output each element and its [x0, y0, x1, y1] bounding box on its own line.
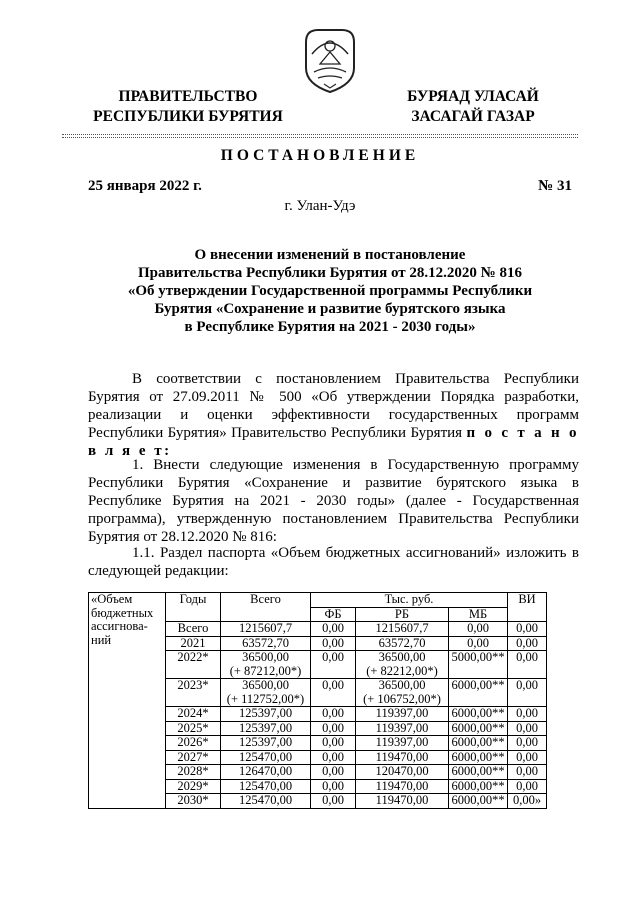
- cell-vi-value: 0,00: [516, 650, 538, 664]
- cell-year: [166, 750, 221, 765]
- cell-total: [221, 679, 311, 707]
- cell-fb: [311, 750, 356, 765]
- cell-year: [166, 794, 221, 809]
- cell-vi-value: 0,00: [516, 678, 538, 692]
- cell-year: [166, 765, 221, 780]
- cell-rb: [356, 651, 449, 679]
- cell-rb-addition: (+ 106752,00*): [363, 691, 441, 706]
- cell-year: [166, 651, 221, 679]
- cell-mb-value: 6000,00**: [451, 793, 505, 807]
- document-number: № 31: [538, 178, 572, 194]
- document-subject: [60, 246, 600, 336]
- cell-mb: [449, 765, 508, 780]
- cell-rb-value: 119397,00: [375, 706, 429, 720]
- government-name-bur-line2: ЗАСАГАЙ ГАЗАР: [411, 108, 535, 125]
- cell-total-value: 36500,00: [242, 678, 289, 692]
- subject-line: Правительства Республики Бурятия от 28.12.2020 № 816: [137, 265, 522, 281]
- cell-year-value: 2022*: [177, 650, 209, 664]
- cell-vi: [508, 750, 547, 765]
- cell-fb-value: 0,00: [322, 778, 344, 793]
- cell-mb-value: 0,00: [467, 621, 489, 635]
- cell-mb-value: 0,00: [467, 635, 489, 650]
- cell-rb: [356, 636, 449, 651]
- cell-fb: [311, 779, 356, 794]
- cell-year: [166, 679, 221, 707]
- subject-line: «Об утверждении Государственной программы Республики: [127, 283, 533, 299]
- cell-total: [221, 622, 311, 637]
- cell-fb: [311, 707, 356, 722]
- cell-vi-value: 0,00: [516, 749, 538, 764]
- cell-year-value: 2025*: [177, 720, 209, 735]
- column-header-years: Годы: [166, 593, 221, 622]
- document-type-title: ПОСТАНОВЛЕНИЕ: [220, 147, 420, 164]
- subject-line: Бурятия «Сохранение и развитие бурятского языка: [154, 301, 506, 317]
- cell-rb-value: 119397,00: [375, 735, 429, 749]
- cell-rb: [356, 794, 449, 809]
- column-header-mb: МБ: [449, 607, 508, 622]
- cell-mb-value: 6000,00**: [451, 706, 505, 720]
- cell-total: [221, 736, 311, 751]
- cell-total-value: 125397,00: [238, 720, 293, 735]
- cell-year-value: 2030*: [177, 793, 209, 807]
- cell-vi: [508, 651, 547, 679]
- cell-rb-value: 119470,00: [375, 778, 429, 793]
- cell-mb: [449, 636, 508, 651]
- cell-vi: [508, 721, 547, 736]
- cell-mb-value: 5000,00**: [451, 650, 505, 664]
- cell-total: [221, 779, 311, 794]
- column-group-header: Тыс. руб.: [311, 593, 508, 608]
- cell-rb: [356, 679, 449, 707]
- cell-mb: [449, 721, 508, 736]
- table-header-row: [89, 593, 547, 608]
- cell-total-value: 125470,00: [238, 793, 293, 807]
- government-name-ru: [88, 87, 288, 127]
- government-name-bur: [388, 87, 558, 127]
- cell-fb: [311, 721, 356, 736]
- cell-mb: [449, 794, 508, 809]
- cell-vi-value: 0,00: [516, 635, 538, 650]
- cell-rb: [356, 721, 449, 736]
- cell-fb: [311, 736, 356, 751]
- column-header-rb: РБ: [356, 607, 449, 622]
- cell-total-value: 1215607,7: [238, 621, 293, 635]
- cell-fb: [311, 651, 356, 679]
- cell-total-value: 125470,00: [238, 778, 293, 793]
- cell-rb: [356, 622, 449, 637]
- cell-fb: [311, 794, 356, 809]
- cell-vi: [508, 794, 547, 809]
- cell-vi: [508, 707, 547, 722]
- cell-fb-value: 0,00: [322, 678, 344, 692]
- cell-mb: [449, 779, 508, 794]
- cell-year: [166, 721, 221, 736]
- cell-total-value: 125470,00: [238, 749, 293, 764]
- cell-mb-value: 6000,00**: [451, 678, 505, 692]
- cell-mb-value: 6000,00**: [451, 764, 505, 778]
- cell-vi: [508, 736, 547, 751]
- cell-year: [166, 707, 221, 722]
- cell-vi-value: 0,00»: [512, 793, 542, 807]
- document-date: 25 января 2022 г.: [88, 178, 202, 194]
- government-name-ru-line1: ПРАВИТЕЛЬСТВО: [118, 88, 258, 105]
- cell-fb: [311, 636, 356, 651]
- cell-rb-value: 63572,70: [378, 635, 426, 650]
- cell-fb-value: 0,00: [322, 650, 344, 664]
- cell-year-value: 2021: [180, 635, 206, 650]
- cell-vi-value: 0,00: [516, 706, 538, 720]
- cell-year-value: 2027*: [177, 749, 209, 764]
- cell-total: [221, 721, 311, 736]
- cell-fb-value: 0,00: [322, 793, 344, 807]
- document-city: г. Улан-Удэ: [284, 198, 356, 214]
- cell-year-value: 2023*: [177, 678, 209, 692]
- cell-total: [221, 765, 311, 780]
- cell-rb-value: 36500,00: [378, 678, 426, 692]
- resolves-word: п о с т а н о в л я е т:: [88, 425, 580, 459]
- amendment-paragraph-1-1: 1.1. Раздел паспорта «Объем бюджетных ассигнований» изложить в следующей редакции:: [88, 545, 579, 579]
- column-header-total: Всего: [221, 593, 311, 622]
- cell-vi: [508, 622, 547, 637]
- cell-vi-value: 0,00: [516, 720, 538, 735]
- cell-total-value: 125397,00: [238, 706, 293, 720]
- amendment-paragraph-1: 1. Внести следующие изменения в Государственную программу Республики Бурятия «Сохранение и развитие бурятского языка в Республике Бурятия на 2021 - 2030 годы» (далее - Государственная программа), утвержденную постановлением Правительства Республики Бурятия от 28.12.2020 № 816:: [88, 457, 579, 545]
- cell-mb-value: 6000,00**: [451, 720, 505, 735]
- cell-rb: [356, 707, 449, 722]
- cell-total-value: 126470,00: [238, 764, 293, 778]
- cell-year: [166, 636, 221, 651]
- cell-year-value: 2029*: [177, 778, 209, 793]
- cell-year-value: Всего: [177, 621, 209, 635]
- cell-fb-value: 0,00: [322, 621, 344, 635]
- column-header-vi: ВИ: [508, 593, 547, 622]
- cell-year: [166, 736, 221, 751]
- cell-total-value: 63572,70: [242, 635, 289, 650]
- cell-rb-value: 120470,00: [375, 764, 429, 778]
- cell-total: [221, 636, 311, 651]
- table-row-label: «Объем бюджетных ассигнова-ний: [89, 593, 166, 809]
- cell-rb-value: 119470,00: [375, 749, 429, 764]
- cell-year: [166, 622, 221, 637]
- cell-mb-value: 6000,00**: [451, 778, 505, 793]
- budget-allocation-table: [88, 592, 547, 809]
- cell-fb: [311, 765, 356, 780]
- cell-mb: [449, 736, 508, 751]
- cell-rb: [356, 779, 449, 794]
- cell-fb-value: 0,00: [322, 635, 344, 650]
- government-name-ru-line2: РЕСПУБЛИКИ БУРЯТИЯ: [93, 108, 283, 125]
- cell-total: [221, 651, 311, 679]
- subject-line: в Республике Бурятия на 2021 - 2030 годы»: [184, 319, 476, 335]
- cell-year: [166, 779, 221, 794]
- cell-mb: [449, 750, 508, 765]
- cell-vi-value: 0,00: [516, 621, 538, 635]
- cell-total: [221, 707, 311, 722]
- cell-mb: [449, 679, 508, 707]
- cell-vi: [508, 779, 547, 794]
- cell-rb-value: 36500,00: [378, 650, 426, 664]
- header-divider-bottom: [62, 137, 578, 138]
- cell-total-value: 36500,00: [242, 650, 289, 664]
- cell-fb: [311, 622, 356, 637]
- cell-vi: [508, 679, 547, 707]
- cell-rb-value: 119397,00: [375, 720, 429, 735]
- cell-rb: [356, 736, 449, 751]
- cell-total: [221, 794, 311, 809]
- cell-rb-addition: (+ 82212,00*): [366, 663, 438, 678]
- column-header-fb: ФБ: [311, 607, 356, 622]
- cell-rb-value: 1215607,7: [375, 621, 429, 635]
- cell-fb-value: 0,00: [322, 764, 344, 778]
- cell-total-addition: (+ 112752,00*): [226, 691, 305, 706]
- coat-of-arms-emblem: [300, 24, 360, 96]
- cell-vi: [508, 636, 547, 651]
- header-divider-top: [62, 134, 578, 135]
- cell-total-value: 125397,00: [238, 735, 293, 749]
- cell-year-value: 2028*: [177, 764, 209, 778]
- cell-mb-value: 6000,00**: [451, 735, 505, 749]
- cell-vi-value: 0,00: [516, 764, 538, 778]
- cell-fb-value: 0,00: [322, 706, 344, 720]
- government-name-bur-line1: БУРЯАД УЛАСАЙ: [407, 88, 539, 105]
- cell-year-value: 2024*: [177, 706, 209, 720]
- preamble-text: В соответствии с постановлением Правительства Республики Бурятия от 27.09.2011 № 500 «Об утверждении Порядка разработки, реализации и оценки эффективности государственных программ Республики Бурятия» Правительство Республики Бурятия: [88, 371, 579, 441]
- cell-total-addition: (+ 87212,00*): [229, 663, 302, 678]
- cell-total: [221, 750, 311, 765]
- cell-fb-value: 0,00: [322, 735, 344, 749]
- cell-fb: [311, 679, 356, 707]
- cell-mb: [449, 651, 508, 679]
- preamble-paragraph: [88, 370, 579, 460]
- subject-line: О внесении изменений в постановление: [194, 247, 466, 263]
- cell-fb-value: 0,00: [322, 749, 344, 764]
- cell-vi-value: 0,00: [516, 735, 538, 749]
- cell-rb-value: 119470,00: [375, 793, 429, 807]
- cell-vi: [508, 765, 547, 780]
- cell-mb: [449, 622, 508, 637]
- cell-vi-value: 0,00: [516, 778, 538, 793]
- cell-mb-value: 6000,00**: [451, 749, 505, 764]
- cell-year-value: 2026*: [177, 735, 209, 749]
- cell-fb-value: 0,00: [322, 720, 344, 735]
- cell-mb: [449, 707, 508, 722]
- cell-rb: [356, 765, 449, 780]
- cell-rb: [356, 750, 449, 765]
